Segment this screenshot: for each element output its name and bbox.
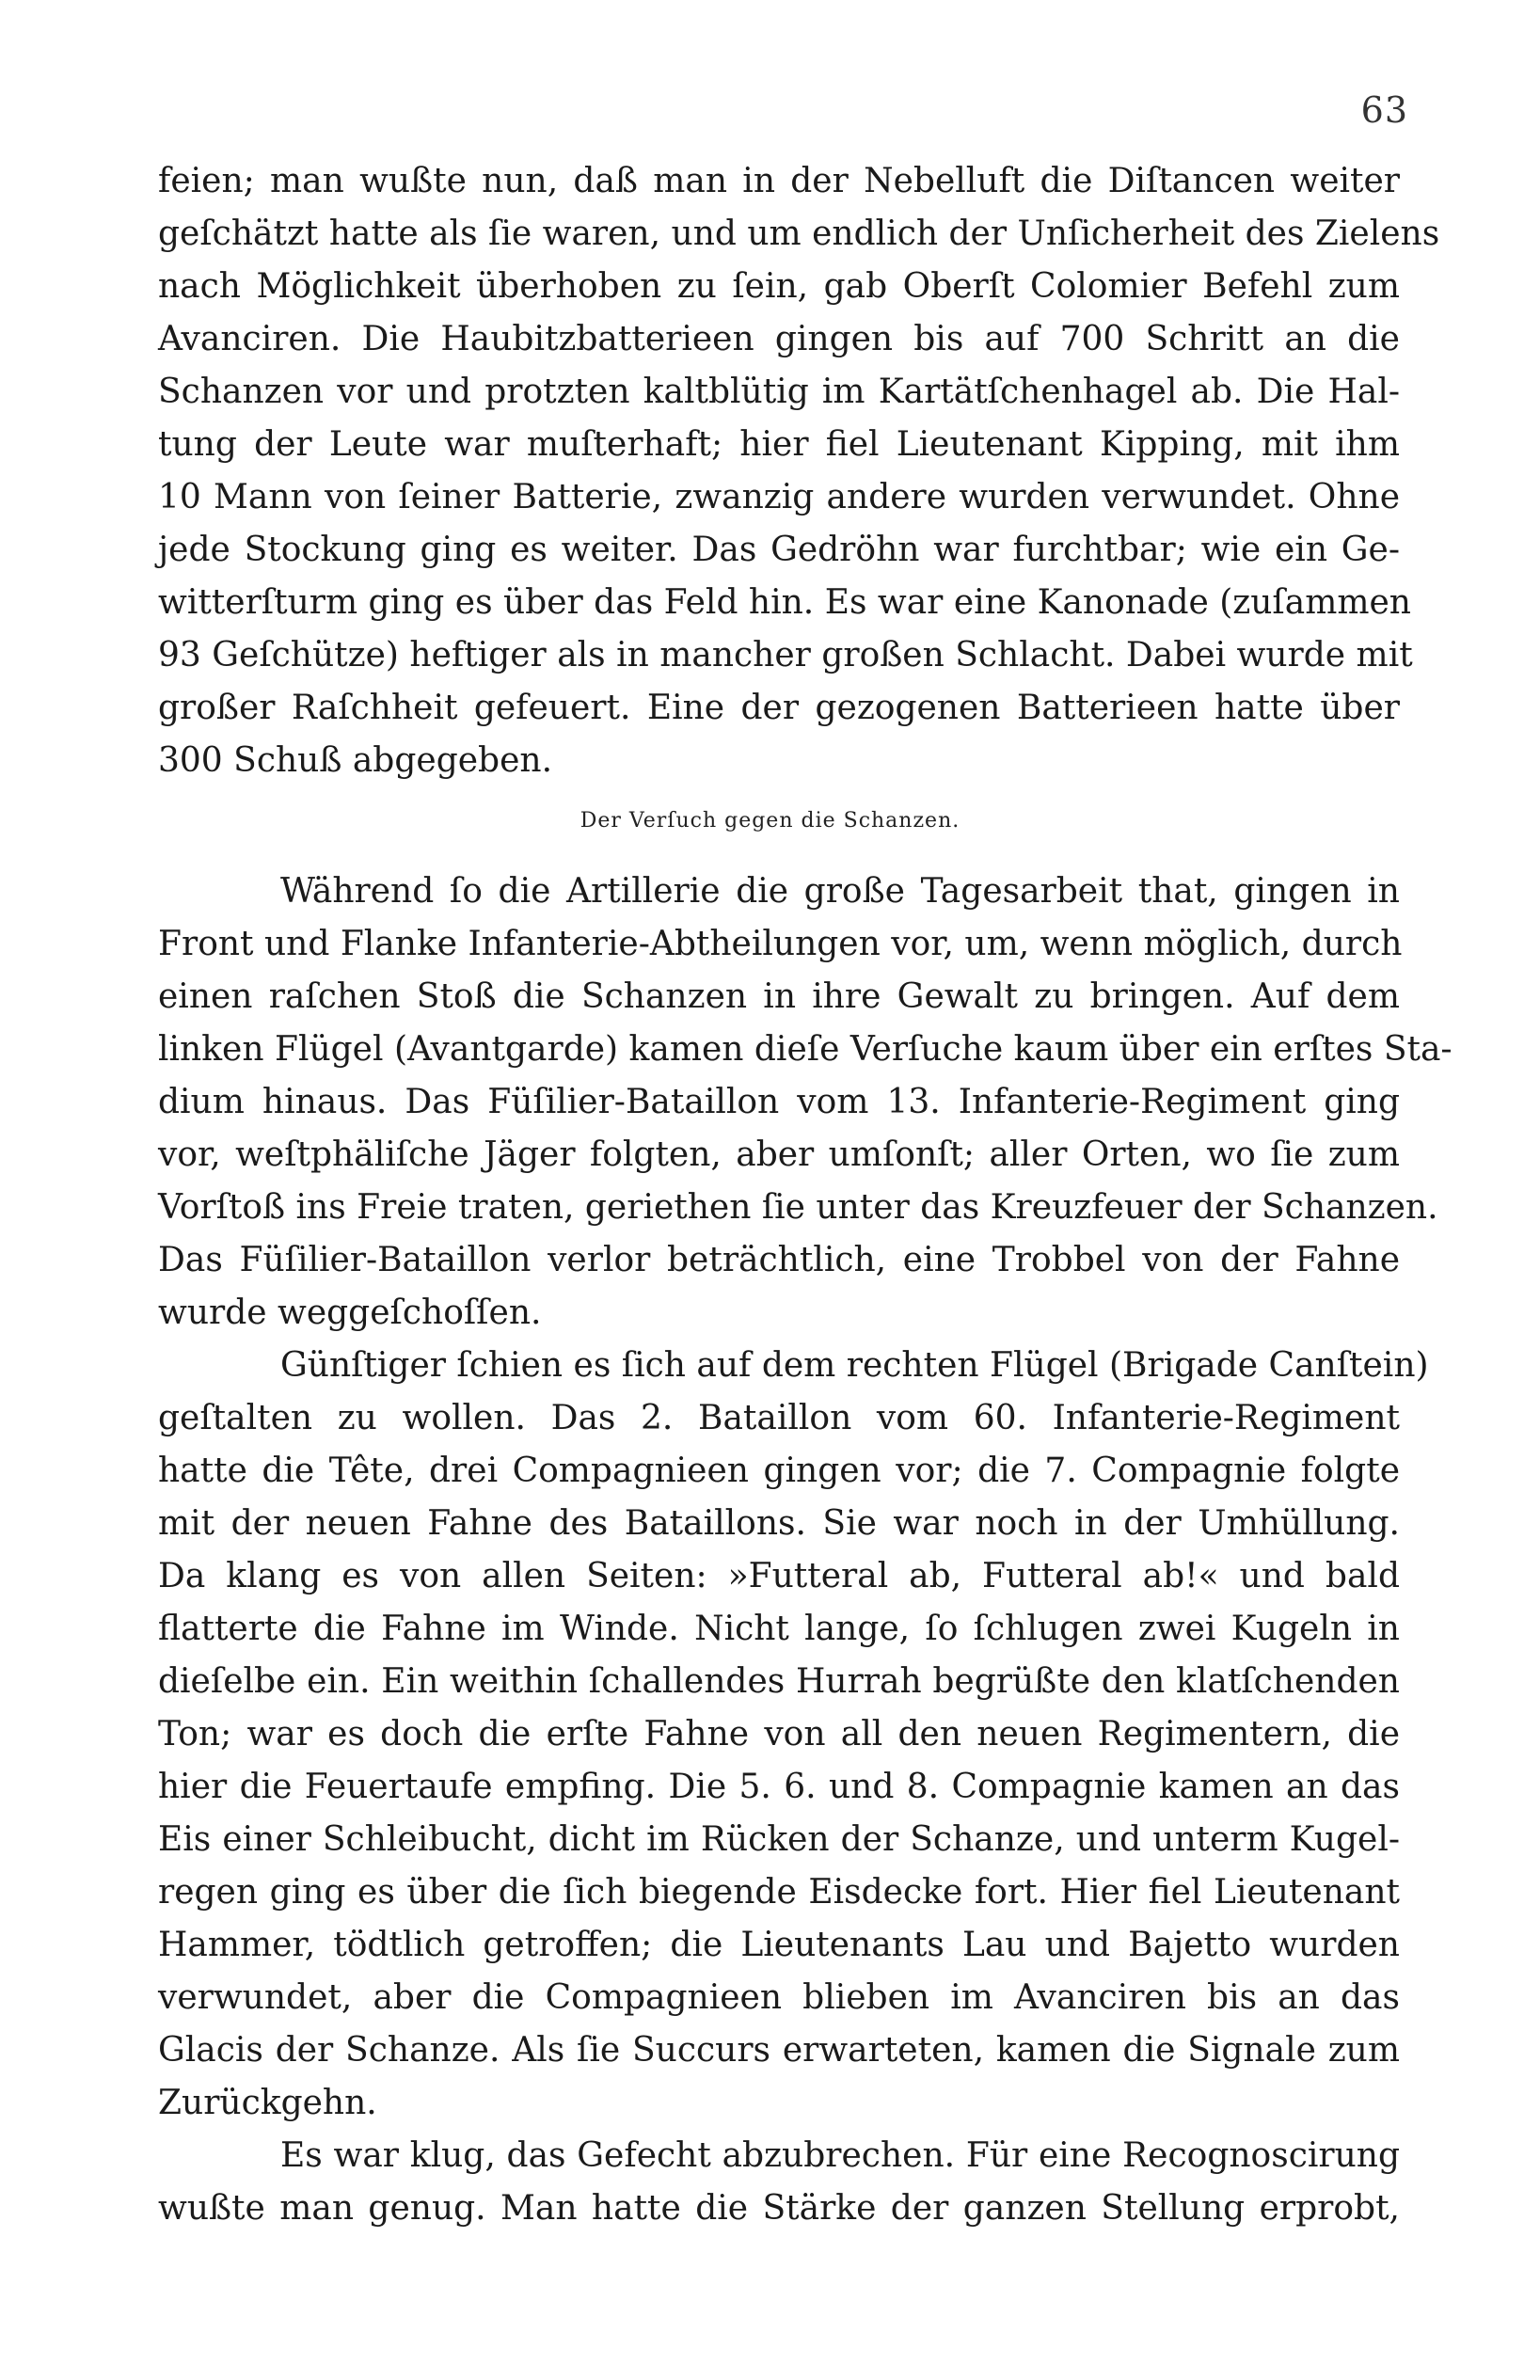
text-line: Da klang es von allen Seiten: »Futteral ab, Futteral ab!« und bald xyxy=(158,1557,1400,1595)
text-line: Zurückgehn. xyxy=(158,2084,377,2122)
text-line: tung der Leute war muſterhaft; hier fiel Lieutenant Kipping, mit ihm xyxy=(158,425,1400,464)
text-line: Es war klug, das Gefecht abzubrechen. Für eine Recognoscirung xyxy=(280,2136,1400,2175)
text-line: Vorſtoß ins Freie traten, geriethen ſie unter das Kreuzfeuer der Schanzen. xyxy=(158,1188,1438,1227)
text-line: geſtalten zu wollen. Das 2. Bataillon vom 60. Infanterie-Regiment xyxy=(158,1399,1400,1437)
text-line: regen ging es über die ſich biegende Eisdecke fort. Hier fiel Lieutenant xyxy=(158,1873,1400,1912)
text-line: 93 Geſchütze) heftiger als in mancher großen Schlacht. Dabei wurde mit xyxy=(158,636,1413,674)
paragraph-block-2 xyxy=(158,865,1453,2235)
section-heading: Der Verſuch gegen die Schanzen. xyxy=(579,809,961,833)
page-number: 63 xyxy=(1360,89,1408,131)
text-line: Schanzen vor und protzten kaltblütig im Kartätſchenhagel ab. Die Hal- xyxy=(158,373,1400,411)
text-line: Während ſo die Artillerie die große Tagesarbeit that, gingen in xyxy=(280,872,1400,911)
text-line: geſchätzt hatte als ſie waren, und um endlich der Unſicherheit des Zielens xyxy=(158,214,1440,253)
text-line: flatterte die Fahne im Winde. Nicht lange, ſo ſchlugen zwei Kugeln in xyxy=(158,1610,1400,1648)
text-line: hatte die Tête, drei Compagnieen gingen vor; die 7. Compagnie folgte xyxy=(158,1452,1400,1490)
text-line: 300 Schuß abgegeben. xyxy=(158,741,553,780)
text-line: großer Raſchheit gefeuert. Eine der gezogenen Batterieen hatte über xyxy=(158,689,1400,727)
text-line: verwundet, aber die Compagnieen blieben im Avanciren bis an das xyxy=(158,1978,1400,2017)
text-line: hier die Feuertaufe empfing. Die 5. 6. und 8. Compagnie kamen an das xyxy=(158,1768,1400,1806)
paragraph-block-1 xyxy=(158,155,1440,787)
text-line: feien; man wußte nun, daß man in der Nebelluft die Diſtancen weiter xyxy=(158,162,1400,200)
text-line: Avanciren. Die Haubitzbatterieen gingen bis auf 700 Schritt an die xyxy=(158,320,1400,358)
text-line: Glacis der Schanze. Als ſie Succurs erwarteten, kamen die Signale zum xyxy=(158,2031,1400,2070)
text-line: mit der neuen Fahne des Bataillons. Sie war noch in der Umhüllung. xyxy=(158,1504,1400,1543)
text-line: wurde weggeſchoſſen. xyxy=(158,1293,542,1332)
text-line: Hammer, tödtlich getroffen; die Lieutenants Lau und Bajetto wurden xyxy=(158,1926,1400,1964)
text-line: Günſtiger ſchien es ſich auf dem rechten Flügel (Brigade Canſtein) xyxy=(280,1346,1429,1385)
text-line: Eis einer Schleibucht, dicht im Rücken der Schanze, und unterm Kugel- xyxy=(158,1820,1400,1859)
text-line: Das Füſilier-Bataillon verlor beträchtlich, eine Trobbel von der Fahne xyxy=(158,1241,1400,1279)
text-line: witterſturm ging es über das Feld hin. Es war eine Kanonade (zuſammen xyxy=(158,583,1411,622)
text-line: linken Flügel (Avantgarde) kamen dieſe Verſuche kaum über ein erſtes Sta- xyxy=(158,1030,1453,1069)
text-line: wußte man genug. Man hatte die Stärke der ganzen Stellung erprobt, xyxy=(158,2189,1400,2228)
text-line: Ton; war es doch die erſte Fahne von all den neuen Regimentern, die xyxy=(158,1715,1400,1753)
text-line: 10 Mann von ſeiner Batterie, zwanzig andere wurden verwundet. Ohne xyxy=(158,478,1400,516)
text-line: dium hinaus. Das Füſilier-Bataillon vom 13. Infanterie-Regiment ging xyxy=(158,1083,1400,1121)
text-line: dieſelbe ein. Ein weithin ſchallendes Hurrah begrüßte den klatſchenden xyxy=(158,1662,1400,1701)
text-line: jede Stockung ging es weiter. Das Gedröhn war furchtbar; wie ein Ge- xyxy=(158,531,1400,569)
text-line: vor, weſtphäliſche Jäger folgten, aber umſonſt; aller Orten, wo ſie zum xyxy=(158,1135,1400,1174)
text-line: einen raſchen Stoß die Schanzen in ihre Gewalt zu bringen. Auf dem xyxy=(158,977,1400,1016)
text-line: nach Möglichkeit überhoben zu ſein, gab Oberſt Colomier Befehl zum xyxy=(158,267,1400,306)
text-line: Front und Flanke Infanterie-Abtheilungen vor, um, wenn möglich, durch xyxy=(158,925,1403,963)
